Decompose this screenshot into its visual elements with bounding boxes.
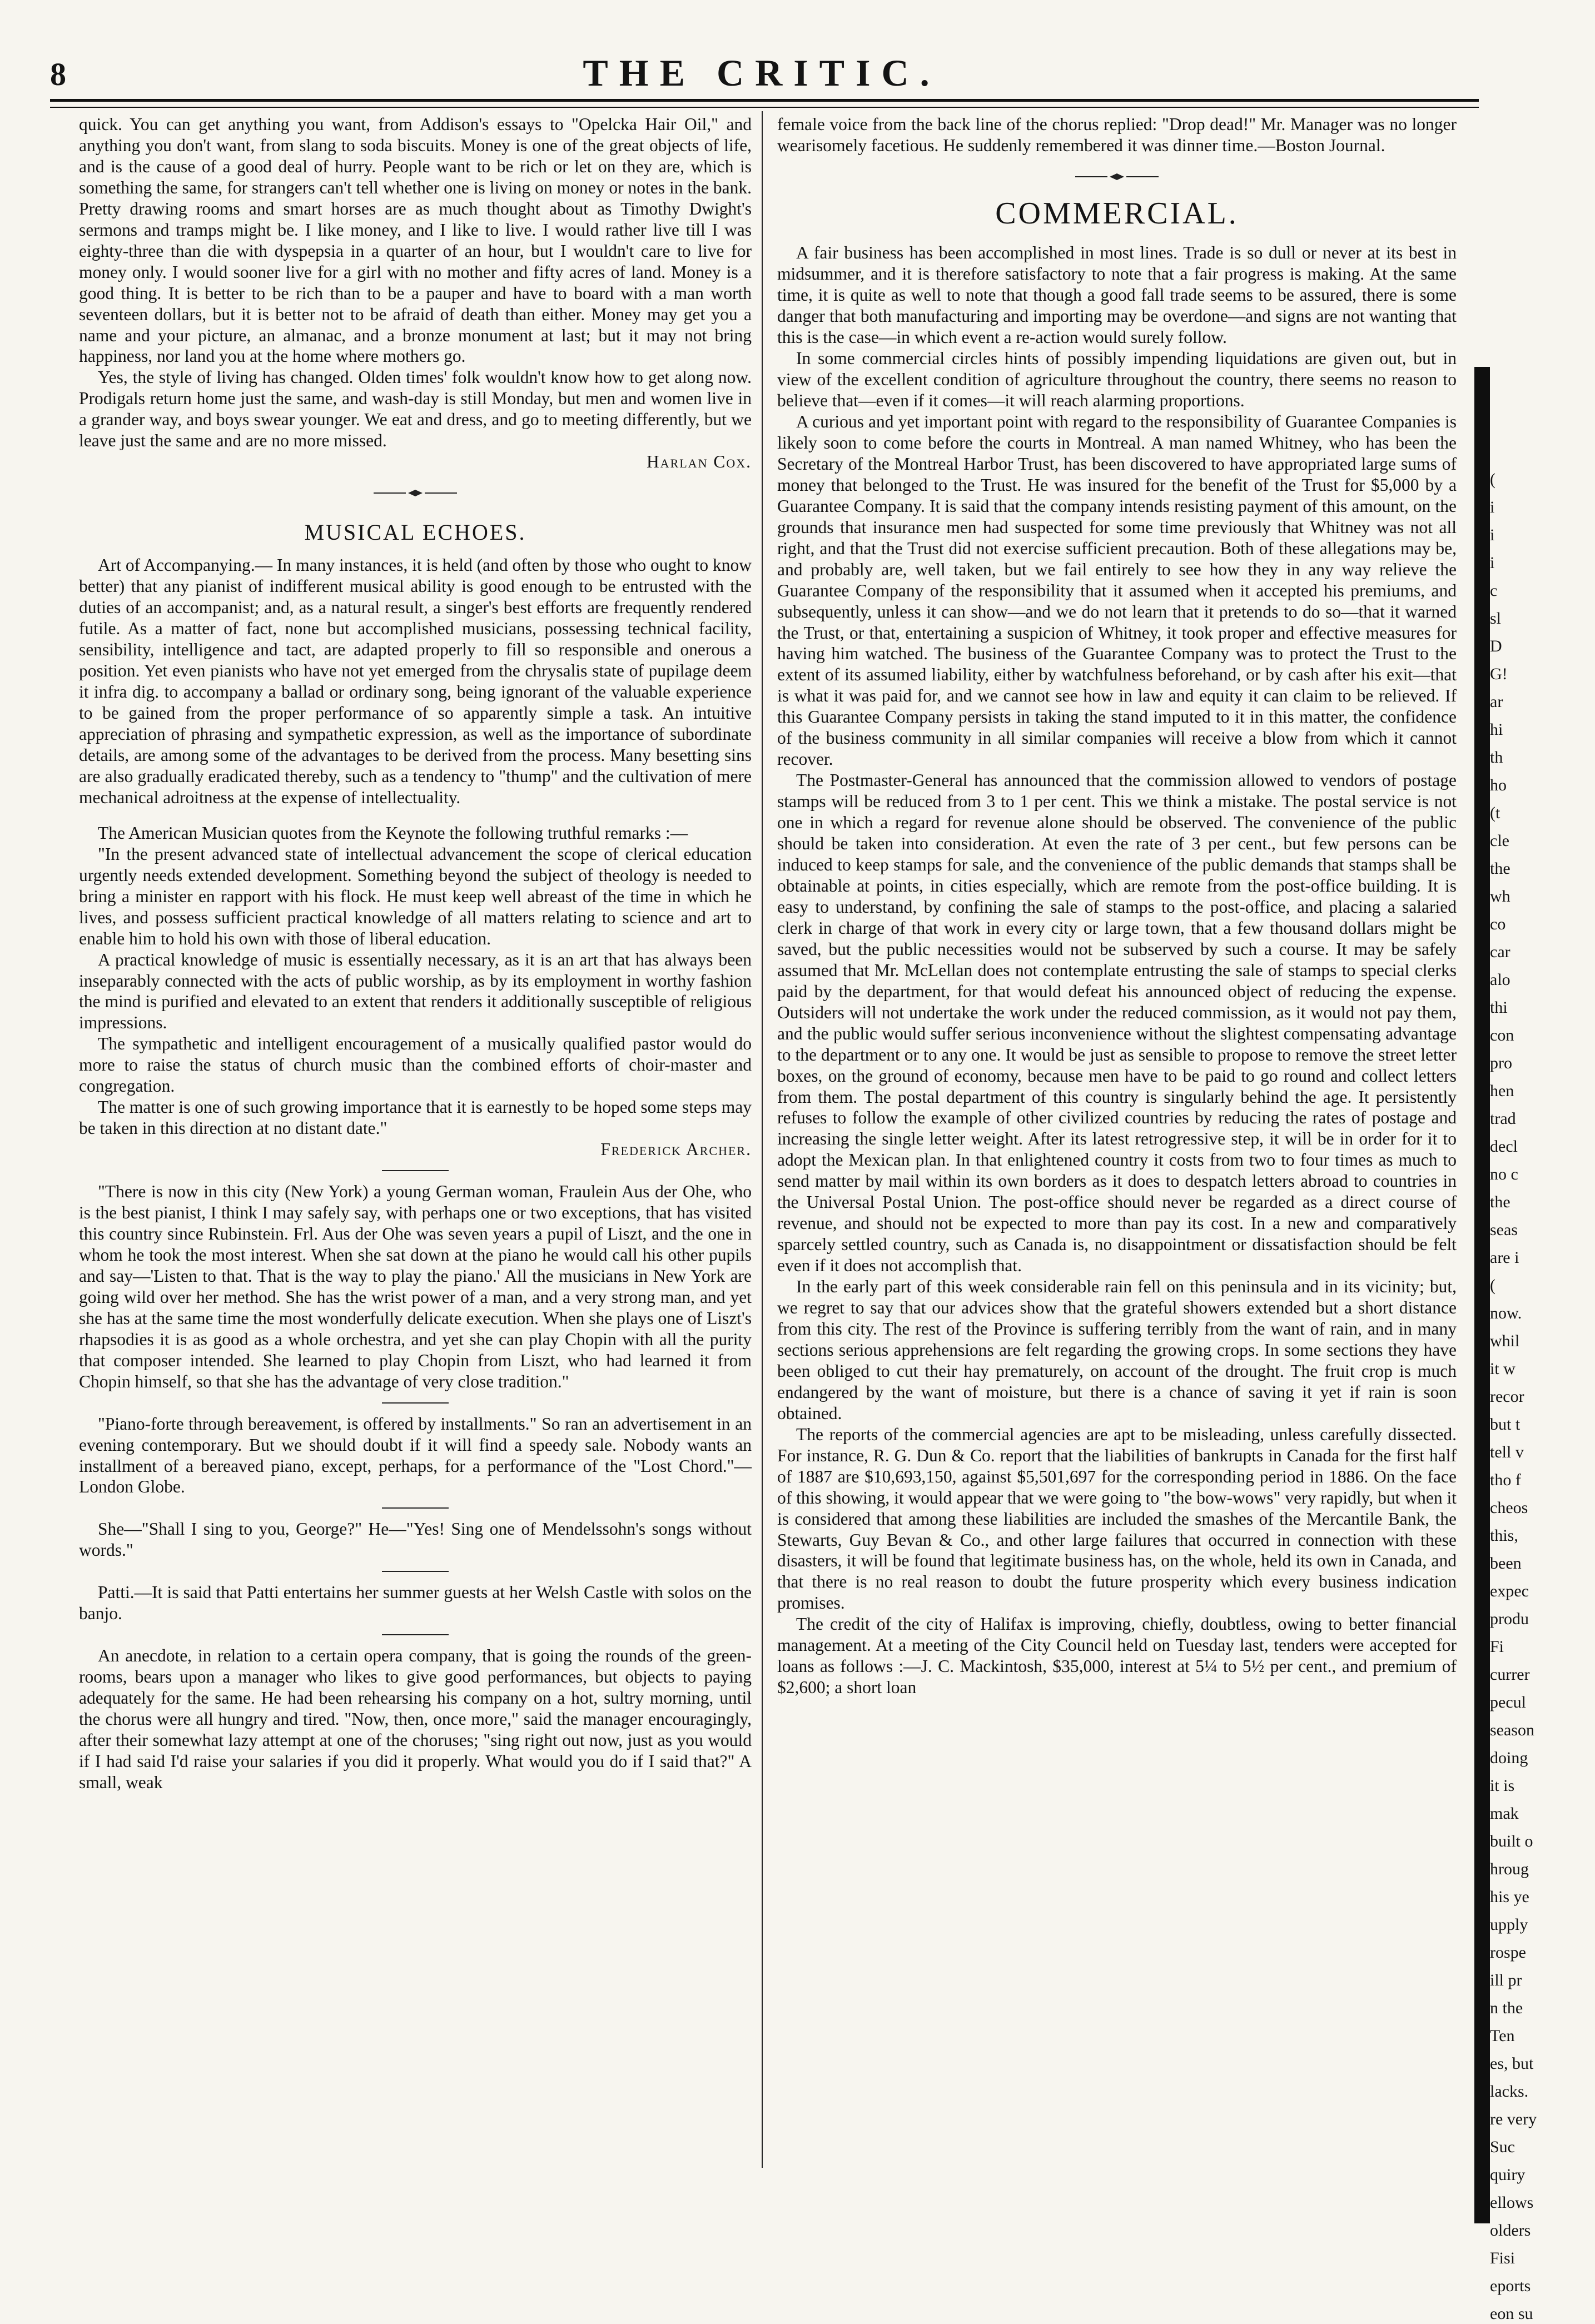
living-style-paragraph: Yes, the style of living has changed. Olden times' folk wouldn't know how to get along now. Prodigals return home just the same, and wash-day is still Monday, but men and women live in a grander way, and boys swear younger. We eat and dress, and go to meeting differently, but we leave just the same and are no more missed. bbox=[79, 367, 752, 451]
edge-fragment: i bbox=[1490, 526, 1495, 544]
fraulein-paragraph: "There is now in this city (New York) a young German woman, Fraulein Aus der Ohe, who is the best pianist, I think I may safely say, with perhaps one or two exceptions, that has visited this country since Rubinstein. Frl. Aus der Ohe was seven years a pupil of Liszt, and the one in whom he took the most interest. When she sat down at the piano he would call his other pupils and say—'Listen to that. That is the way to play the piano.' All the musicians in New York are going wild over her method. She has the wrist power of a man, and a very strong man, and yet she has at the same time the most wonderfully delicate execution. When she plays one of Liszt's rhapsodies it is as good as a whole orchestra, and yet she can play Chopin with all the purity that composer intended. She learned to play Chopin from Liszt, who had learned it from Chopin himself, so that she has the advantage of very close tradition." bbox=[79, 1182, 752, 1391]
edge-fragment: rospe bbox=[1490, 1943, 1526, 1962]
edge-fragment: n the bbox=[1490, 1999, 1523, 2017]
edge-fragment: tell v bbox=[1490, 1443, 1524, 1461]
edge-fragment: ill pr bbox=[1490, 1971, 1522, 1989]
edge-fragment: this, bbox=[1490, 1526, 1518, 1545]
edge-fragment: Ten bbox=[1490, 2027, 1515, 2045]
edge-fragment: cheos bbox=[1490, 1499, 1528, 1517]
page-number: 8 bbox=[50, 56, 66, 92]
edge-fragment: been bbox=[1490, 1554, 1522, 1572]
edge-fragment: the bbox=[1490, 1193, 1510, 1211]
commercial-paragraph: The credit of the city of Halifax is improving, chiefly, doubtless, owing to better financial management. At a meeting of the City Council held on Tuesday last, tenders were accepted for loans as follows :—J. C. Mackintosh, $35,000, interest at 5¼ to 5½ per cent., and premium of $2,600; a short loan bbox=[777, 1614, 1457, 1698]
edge-fragment: the bbox=[1490, 859, 1510, 878]
edge-fragment: produ bbox=[1490, 1610, 1529, 1628]
edge-fragment: expec bbox=[1490, 1582, 1529, 1600]
edge-fragment: olders bbox=[1490, 2221, 1531, 2240]
spacer bbox=[79, 808, 752, 823]
commercial-paragraph: In some commercial circles hints of possibly impending liquidations are given out, but in view of the excellent condition of agriculture throughout the country, there seems no reason to believe that—even if it comes—it will reach alarming proportions. bbox=[777, 349, 1457, 411]
edge-fragment: no c bbox=[1490, 1165, 1518, 1183]
author-signature: Harlan Cox. bbox=[646, 452, 752, 472]
edge-fragment: currer bbox=[1490, 1665, 1530, 1684]
header-rule-thin bbox=[50, 107, 1479, 108]
masthead-title: THE CRITIC. bbox=[583, 52, 941, 94]
edge-fragment: re very bbox=[1490, 2110, 1537, 2128]
section-title-musical-echoes: MUSICAL ECHOES. bbox=[304, 520, 526, 545]
patti-paragraph: Patti.—It is said that Patti entertains her summer guests at her Welsh Castle with solos on the banjo. bbox=[79, 1582, 752, 1624]
edge-fragment: ellows bbox=[1490, 2193, 1534, 2212]
commercial-paragraph: A fair business has been accomplished in most lines. Trade is so dull or never at its best in midsummer, and it is therefore satisfactory to note that a fair progress is making. At the same time, it is quite as well to note that though a good fall trade seems to be assured, there is some danger that both manufacturing and importing may be overdone—and signs are not wanting that this is the case—in which event a re-action would surely follow. bbox=[777, 243, 1457, 347]
edge-fragment: Fi bbox=[1490, 1638, 1504, 1656]
item-rule bbox=[382, 1170, 449, 1171]
edge-fragment: pro bbox=[1490, 1054, 1512, 1072]
ornament-divider bbox=[374, 489, 457, 497]
edge-fragment: con bbox=[1490, 1026, 1514, 1044]
edge-fragment: now. bbox=[1490, 1304, 1522, 1322]
edge-fragment: alo bbox=[1490, 971, 1510, 989]
edge-fragment: built o bbox=[1490, 1832, 1533, 1850]
edge-fragment: upply bbox=[1490, 1915, 1528, 1934]
edge-fragment: trad bbox=[1490, 1109, 1516, 1128]
edge-fragment: whil bbox=[1490, 1332, 1520, 1350]
edge-fragment: c bbox=[1490, 581, 1498, 600]
keynote-signature: Frederick Archer. bbox=[600, 1139, 752, 1159]
item-rule bbox=[382, 1507, 449, 1509]
edge-fragment: hroug bbox=[1490, 1860, 1529, 1878]
column-divider bbox=[762, 111, 763, 2168]
piano-forte-paragraph: "Piano-forte through bereavement, is offered by installments." So ran an advertisement in an evening contemporary. But we should doubt if it will find a speedy sale. Nobody wants an installment of a bereaved piano, except, perhaps, for a performance of the "Lost Chord."—London Globe. bbox=[79, 1414, 752, 1497]
edge-fragment: it w bbox=[1490, 1360, 1516, 1378]
keynote-intro: The American Musician quotes from the Keynote the following truthful remarks :— bbox=[98, 823, 688, 843]
edge-fragment: thi bbox=[1490, 998, 1508, 1017]
money-paragraph: quick. You can get anything you want, from Addison's essays to "Opelcka Hair Oil," and anything you don't want, from slang to soda biscuits. Money is one of the great objects of life, and is the cause of a good deal of hurry. People want to be rich or let on they are, which is something the same, for strangers can't tell whether one is living on money or notes in the bank. Pretty drawing rooms and smart horses are as much thought about as Timothy Dwight's sermons and tramps might be. I like money, and I like to live. I would rather live till I was eighty-three than die with dyspepsia in a quarter of an hour, but I wouldn't care to live for money only. I would sooner live for a girl with no mother and fifty acres of land. Money is a good thing. It is better to be rich than to be a pauper and have to board with a man worth seventeen dollars, but it is better not to be afraid of death than either. Money may get you a name and your picture, an almanac, and a bronze monument at last; but it may not bring happiness, nor land you at the home where mothers go. bbox=[79, 115, 752, 366]
edge-fragment: ar bbox=[1490, 693, 1503, 711]
commercial-paragraph: In the early part of this week considerable rain fell on this peninsula and in its vicinity; but, we regret to say that our advices show that the grateful showers extended but a short distance from this city. The rest of the Province is suffering terribly from the want of rain, and in many sections serious apprehensions are felt regarding the growing crops. In some sections they have been obliged to cut their hay prematurely, on account of the drought. The fruit crop is much endangered by the want of moisture, but there is a chance of saving it yet if rain is soon obtained. bbox=[777, 1277, 1457, 1423]
edge-fragment: lacks. bbox=[1490, 2082, 1529, 2101]
edge-fragment: hi bbox=[1490, 720, 1503, 739]
edge-fragment: mak bbox=[1490, 1804, 1519, 1823]
page-header bbox=[50, 51, 1473, 101]
edge-fragment: but t bbox=[1490, 1415, 1521, 1434]
keynote-quote-paragraph: A practical knowledge of music is essentially necessary, as it is an art that has always been inseparably connected with the acts of public worship, as by its employment in worthy fashion the mind is purified and elevated to an extent that renders it additionally susceptible of religious impressions. bbox=[79, 949, 752, 1033]
edge-fragment: ( bbox=[1490, 470, 1495, 489]
keynote-quote-paragraph: "In the present advanced state of intellectual advancement the scope of clerical education urgently needs extended development. Something beyond the subject of theology is needed to bring a minister en rapport with his flock. He must keep well abreast of the time in which he lives, and possess sufficient practical knowledge of all matters relating to science and art to enable him to hold his own with those of liberal education. bbox=[79, 844, 752, 948]
edge-fragment: tho f bbox=[1490, 1471, 1521, 1489]
edge-fragment: hen bbox=[1490, 1082, 1514, 1100]
edge-fragment: co bbox=[1490, 915, 1506, 933]
edge-fragment: cle bbox=[1490, 832, 1509, 850]
edge-fragment: i bbox=[1490, 554, 1495, 572]
edge-fragment: ( bbox=[1490, 1276, 1495, 1295]
edge-fragment: decl bbox=[1490, 1137, 1518, 1156]
edge-fragment: seas bbox=[1490, 1221, 1518, 1239]
edge-fragment: sl bbox=[1490, 609, 1502, 628]
edge-fragment: wh bbox=[1490, 887, 1510, 905]
edge-fragment: Fisi bbox=[1490, 2249, 1516, 2267]
edge-fragment: es, but bbox=[1490, 2054, 1534, 2073]
header-rule bbox=[50, 99, 1479, 102]
ornament-divider bbox=[1075, 173, 1159, 181]
edge-fragment: car bbox=[1490, 943, 1510, 961]
edge-fragment: are i bbox=[1490, 1248, 1519, 1267]
edge-fragment: eon su bbox=[1490, 2305, 1533, 2323]
left-column bbox=[79, 114, 752, 2171]
edge-fragment: ho bbox=[1490, 776, 1507, 794]
edge-fragment: doing bbox=[1490, 1749, 1528, 1767]
she-he-paragraph: She—"Shall I sing to you, George?" He—"Yes! Sing one of Mendelssohn's songs without words." bbox=[79, 1519, 752, 1560]
anecdote-continuation: female voice from the back line of the chorus replied: "Drop dead!" Mr. Manager was no longer wearisomely facetious. He suddenly remembered it was dinner time.—Boston Journal. bbox=[777, 115, 1457, 155]
commercial-paragraph: The Postmaster-General has announced that the commission allowed to vendors of postage stamps will be reduced from 3 to 1 per cent. This we think a mistake. The postal service is not one in which a regard for revenue alone should be observed. The convenience of the public should be taken into consideration. At even the rate of 3 per cent., but few persons can be induced to keep stamps for sale, and the convenience of the public demands that stamps shall be obtainable at points, in cities especially, which are remote from the post-office building. It is easy to understand, by confining the sale of stamps to the post-office, and placing a salaried clerk in charge of that work in every city or large town, that a few thousand dollars might be saved, but the public necessities would not be subserved by such a course. It may be safely assumed that Mr. McLellan does not contemplate entrusting the sale of stamps to special clerks paid by the department, for that would defeat his announced object of reducing the expense. Outsiders will not undertake the work under the reduced commission, as it would not pay them, and the public would suffer serious inconvenience without the slightest compensating advantage to the department or to any one. It would be just as sensible to propose to remove the street letter boxes, on the ground of economy, because men have to be paid to go round and collect letters from them. The postal department of this country is singularly behind the age. It persistently refuses to follow the example of other civilized countries by reducing the rates of postage and increasing the single letter weight. After its latest retrogressive step, it will be in order for it to adopt the Mexican plan. In that enlightened country it costs from two to four times as much to send matter by mail within its own borders as it does to despatch letters abroad to countries in the Universal Postal Union. The post-office should never be regarded as a direct course of revenue, and should not be expected to more than pay its cost. In a new and comparatively sparcely settled country, such as Canada is, no disappointment or dissatisfaction should be felt even if it does not accomplish that. bbox=[777, 770, 1457, 1276]
anecdote-paragraph: An anecdote, in relation to a certain opera company, that is going the rounds of the green-rooms, bears upon a manager who likes to give good performances, but objects to paying adequately for the same. He had been rehearsing his company on a hot, sultry morning, until the chorus were all hungry and tired. "Now, then, once more," said the manager encouragingly, after their somewhat lazy attempt at one of the choruses; "sing right out now, just as you would if I had said I'd raise your salaries if you did it properly. What would you do if I said that?" A small, weak bbox=[79, 1646, 752, 1792]
edge-fragment: recor bbox=[1490, 1387, 1524, 1406]
commercial-paragraph: A curious and yet important point with regard to the responsibility of Guarantee Companies is likely soon to come before the courts in Montreal. A man named Whitney, who has been the Secretary of the Montreal Harbor Trust, has been discovered to have appropriated large sums of money that belonged to the Trust. He was insured for the benefit of the Trust for $5,000 by a Guarantee Company. It is said that the company intends resisting payment of this amount, on the grounds that insurance men had suspected for some time previously that Whitney was not all right, and that the Trust did not exercise sufficient precaution. Both of these allegations may be, and probably are, well taken, but we fail entirely to see how they in any way relieve the Guarantee Company of the responsibility that it assumed when it accepted his premiums, and subsequently, unless it can show—and we do not learn that it pretends to do so—that it warned the Trust, or that, entertaining a suspicion of Whitney, it took proper and effective measures for having him watched. The business of the Guarantee Company was to protect the Trust to the extent of its assumed liability, either by watchfulness beforehand, or by cash after his exit—that is what it was paid for, and we cannot see how in law and equity it can claim to be relieved. If this Guarantee Company persists in taking the stand imputed to it in this matter, the confidence of the business community in all similar companies will receive a blow from which it cannot recover. bbox=[777, 412, 1457, 769]
right-column bbox=[777, 114, 1457, 2171]
edge-fragment: season bbox=[1490, 1721, 1534, 1739]
keynote-quote-paragraph: The matter is one of such growing importance that it is earnestly to be hoped some steps may be taken in this direction at no distant date." bbox=[79, 1097, 752, 1138]
edge-fragment: th bbox=[1490, 748, 1503, 767]
commercial-paragraph: The reports of the commercial agencies are apt to be misleading, unless carefully dissected. For instance, R. G. Dun & Co. report that the liabilities of bankrupts in Canada for the first half of 1887 are $10,693,150, against $5,501,697 for the corresponding period in 1886. On the face of this showing, it would appear that we were going to "the bow-wows" very rapidly, but when it is considered that among these liabilities are included the smashes of the Mercantile Bank, the Stewarts, Guy Bevan & Co., and other large failures that occurred in connection with these disasters, it will be found that legitimate business has, on the whole, held its own in Canada, and that there is no real reason to doubt the future prosperity which every business indication promises. bbox=[777, 1424, 1457, 1613]
item-rule bbox=[382, 1571, 449, 1572]
edge-fragment: eports bbox=[1490, 2277, 1531, 2295]
section-title-commercial: COMMERCIAL. bbox=[995, 196, 1239, 231]
edge-fragment: it is bbox=[1490, 1776, 1515, 1795]
edge-fragment: his ye bbox=[1490, 1888, 1529, 1906]
art-of-accompanying-paragraph: Art of Accompanying.— In many instances, it is held (and often by those who ought to know better) that any pianist of indifferent musical ability is good enough to be entrusted with the duties of an accompanist; and, as a natural result, a singer's best efforts are frequently rendered futile. As a matter of fact, none but accomplished musicians, possessing technical facility, sensibility, intelligence and tact, are adapted properly to fill so responsible and onerous a position. Yet even pianists who have not yet emerged from the chrysalis state of pupilage deem it infra dig. to accompany a ballad or ordinary song, being ignorant of the valuable experience to be gained from the proper performance of so apparently simple a task. An intuitive appreciation of phrasing and sympathetic expression, as well as the importance of subordinate details, are among some of the advantages to be derived from the process. Many besetting sins are also gradually eradicated thereby, such as a tendency to "thump" and the cultivation of mere mechanical adroitness at the expense of intellectuality. bbox=[79, 555, 752, 807]
edge-fragment: pecul bbox=[1490, 1693, 1526, 1711]
edge-fragment: quiry bbox=[1490, 2166, 1526, 2184]
edge-fragment: D bbox=[1490, 637, 1502, 655]
edge-fragment: (t bbox=[1490, 804, 1500, 822]
keynote-quote-paragraph: The sympathetic and intelligent encouragement of a musically qualified pastor would do more to raise the status of church music than the combined efforts of choir-master and congregation. bbox=[79, 1034, 752, 1096]
item-rule bbox=[382, 1634, 449, 1635]
edge-fragment: i bbox=[1490, 498, 1495, 516]
binding-shadow bbox=[1474, 367, 1490, 2223]
edge-fragment: Suc bbox=[1490, 2138, 1515, 2156]
edge-fragment: G! bbox=[1490, 665, 1508, 683]
item-rule bbox=[382, 1402, 449, 1404]
